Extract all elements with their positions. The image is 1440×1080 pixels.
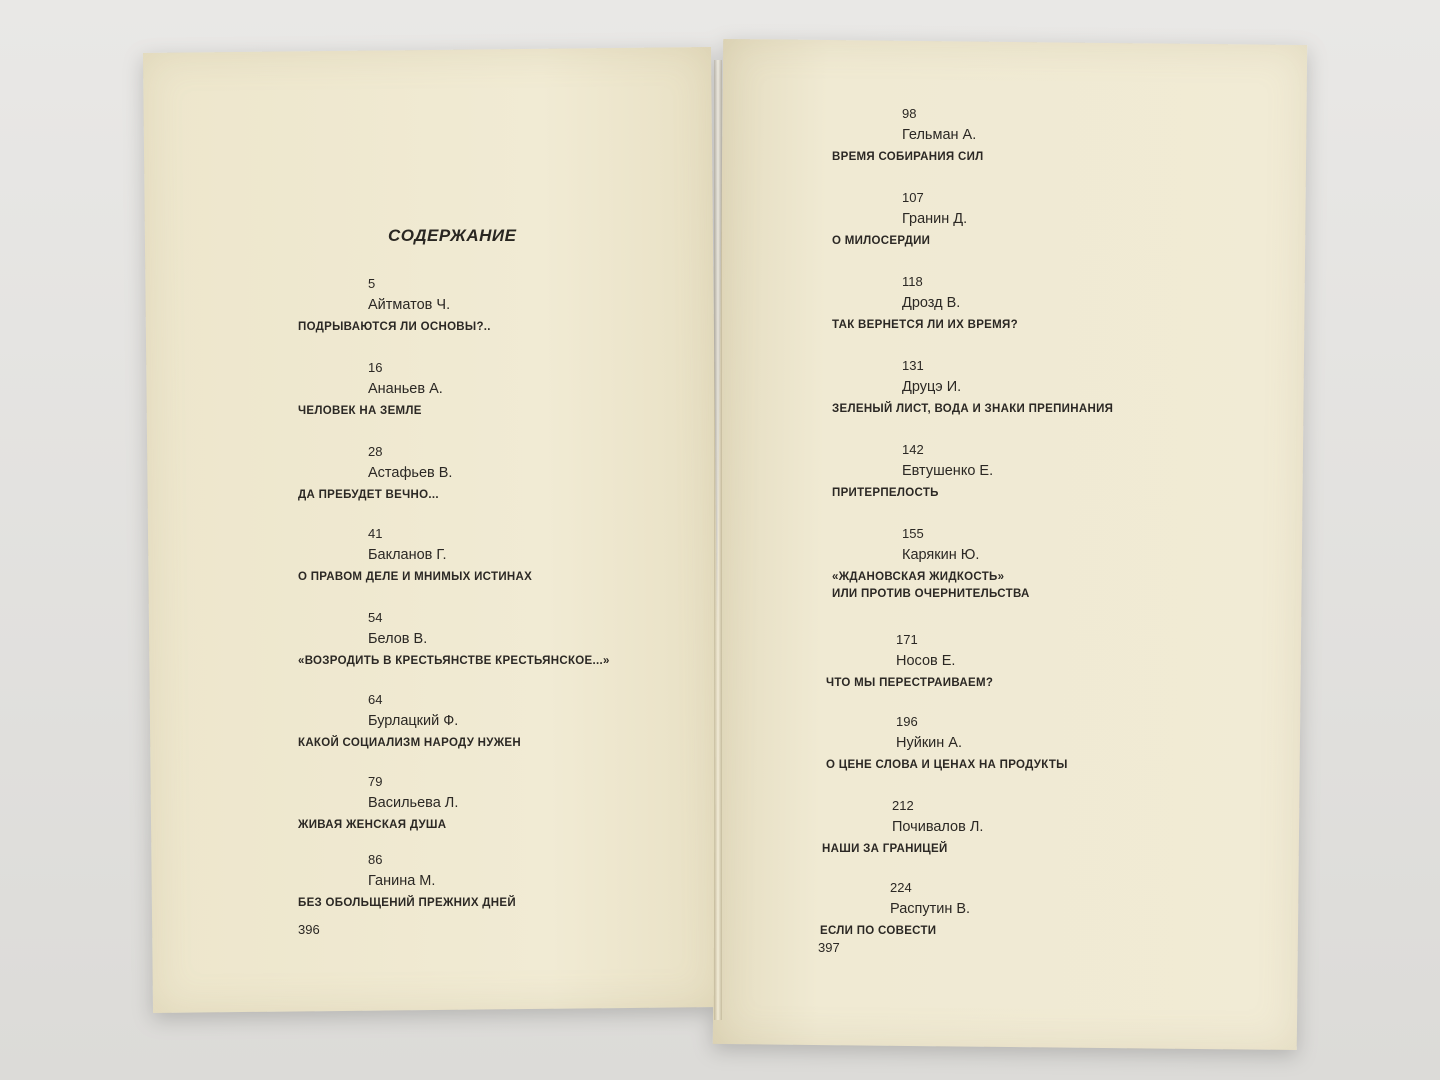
- entry-author: Ганина М.: [368, 873, 436, 889]
- toc-entry: [832, 526, 1030, 602]
- book-gutter: [714, 60, 722, 1020]
- entry-page-number: 131: [902, 358, 924, 373]
- toc-entry: [298, 610, 610, 669]
- entry-title: ЖИВАЯ ЖЕНСКАЯ ДУША: [298, 819, 447, 831]
- entry-title: «ВОЗРОДИТЬ В КРЕСТЬЯНСТВЕ КРЕСТЬЯНСКОЕ...»: [298, 655, 610, 667]
- entry-page-number: 107: [902, 190, 924, 205]
- entry-author: Распутин В.: [890, 901, 971, 917]
- toc-entry: [832, 442, 993, 501]
- toc-entry: [826, 714, 1068, 773]
- toc-entry: [820, 880, 970, 939]
- entry-author: Ананьев А.: [368, 381, 443, 397]
- entry-title: ЧЕЛОВЕК НА ЗЕМЛЕ: [298, 405, 422, 417]
- entry-page-number: 54: [368, 610, 383, 625]
- toc-entry: [298, 692, 521, 751]
- toc-entry: [832, 274, 1018, 333]
- entry-page-number: 64: [368, 692, 383, 707]
- entry-title: БЕЗ ОБОЛЬЩЕНИЙ ПРЕЖНИХ ДНЕЙ: [298, 897, 516, 909]
- entry-title: КАКОЙ СОЦИАЛИЗМ НАРОДУ НУЖЕН: [298, 737, 521, 749]
- entry-author: Васильева Л.: [368, 795, 459, 811]
- entry-page-number: 79: [368, 774, 383, 789]
- entry-author: Белов В.: [368, 631, 428, 647]
- entry-page-number: 171: [896, 632, 918, 647]
- toc-entry: [298, 852, 516, 911]
- entry-author: Друцэ И.: [902, 379, 962, 395]
- entry-title: ТАК ВЕРНЕТСЯ ЛИ ИХ ВРЕМЯ?: [832, 319, 1018, 331]
- entry-page-number: 86: [368, 852, 383, 867]
- entry-page-number: 41: [368, 526, 383, 541]
- entry-author: Карякин Ю.: [902, 547, 980, 563]
- entry-title: ЧТО МЫ ПЕРЕСТРАИВАЕМ?: [826, 677, 994, 689]
- toc-entry: [822, 798, 983, 857]
- entry-title-line2: ИЛИ ПРОТИВ ОЧЕРНИТЕЛЬСТВА: [832, 588, 1030, 600]
- entry-page-number: 196: [896, 714, 918, 729]
- entry-title: О ЦЕНЕ СЛОВА И ЦЕНАХ НА ПРОДУКТЫ: [826, 759, 1068, 771]
- entry-title: НАШИ ЗА ГРАНИЦЕЙ: [822, 843, 948, 855]
- entry-page-number: 118: [902, 274, 923, 289]
- entry-title: О МИЛОСЕРДИИ: [832, 235, 931, 247]
- entry-author: Евтушенко Е.: [902, 463, 994, 479]
- toc-entry: [832, 106, 984, 165]
- entry-title: «ЖДАНОВСКАЯ ЖИДКОСТЬ»: [832, 571, 1005, 583]
- entry-author: Бакланов Г.: [368, 547, 447, 563]
- right-page-number: 397: [818, 940, 840, 955]
- toc-entry: [298, 276, 491, 335]
- left-page-number: 396: [298, 922, 320, 937]
- entry-page-number: 142: [902, 442, 924, 457]
- entry-page-number: 5: [368, 276, 376, 291]
- entry-author: Бурлацкий Ф.: [368, 713, 459, 729]
- entry-title: ПОДРЫВАЮТСЯ ЛИ ОСНОВЫ?..: [298, 321, 491, 333]
- toc-entry: [298, 360, 443, 419]
- toc-entry: [298, 526, 532, 585]
- entry-page-number: 16: [368, 360, 383, 375]
- entry-page-number: 212: [892, 798, 914, 813]
- entry-author: Айтматов Ч.: [368, 297, 451, 313]
- entry-page-number: 155: [902, 526, 924, 541]
- entry-author: Нуйкин А.: [896, 735, 963, 751]
- toc-entry: [832, 358, 1113, 417]
- entry-title: ЗЕЛЕНЫЙ ЛИСТ, ВОДА И ЗНАКИ ПРЕПИНАНИЯ: [832, 403, 1114, 415]
- entry-author: Дрозд В.: [902, 295, 961, 311]
- entry-author: Гельман А.: [902, 127, 977, 143]
- entry-title: ДА ПРЕБУДЕТ ВЕЧНО...: [298, 489, 439, 501]
- entry-author: Гранин Д.: [902, 211, 968, 227]
- entry-title: ЕСЛИ ПО СОВЕСТИ: [820, 925, 937, 937]
- toc-entry: [832, 190, 967, 249]
- entry-title: ВРЕМЯ СОБИРАНИЯ СИЛ: [832, 151, 984, 163]
- entry-page-number: 28: [368, 444, 383, 459]
- entry-title: ПРИТЕРПЕЛОСТЬ: [832, 487, 939, 499]
- toc-title: СОДЕРЖАНИЕ: [388, 226, 517, 245]
- toc-entry: [298, 774, 458, 833]
- toc-entry: [298, 444, 452, 503]
- entry-author: Почивалов Л.: [892, 819, 984, 835]
- entry-author: Носов Е.: [896, 653, 956, 669]
- entry-page-number: 224: [890, 880, 912, 895]
- entry-page-number: 98: [902, 106, 917, 121]
- entry-title: О ПРАВОМ ДЕЛЕ И МНИМЫХ ИСТИНАХ: [298, 571, 533, 583]
- entry-author: Астафьев В.: [368, 465, 453, 481]
- toc-entry: [826, 632, 993, 691]
